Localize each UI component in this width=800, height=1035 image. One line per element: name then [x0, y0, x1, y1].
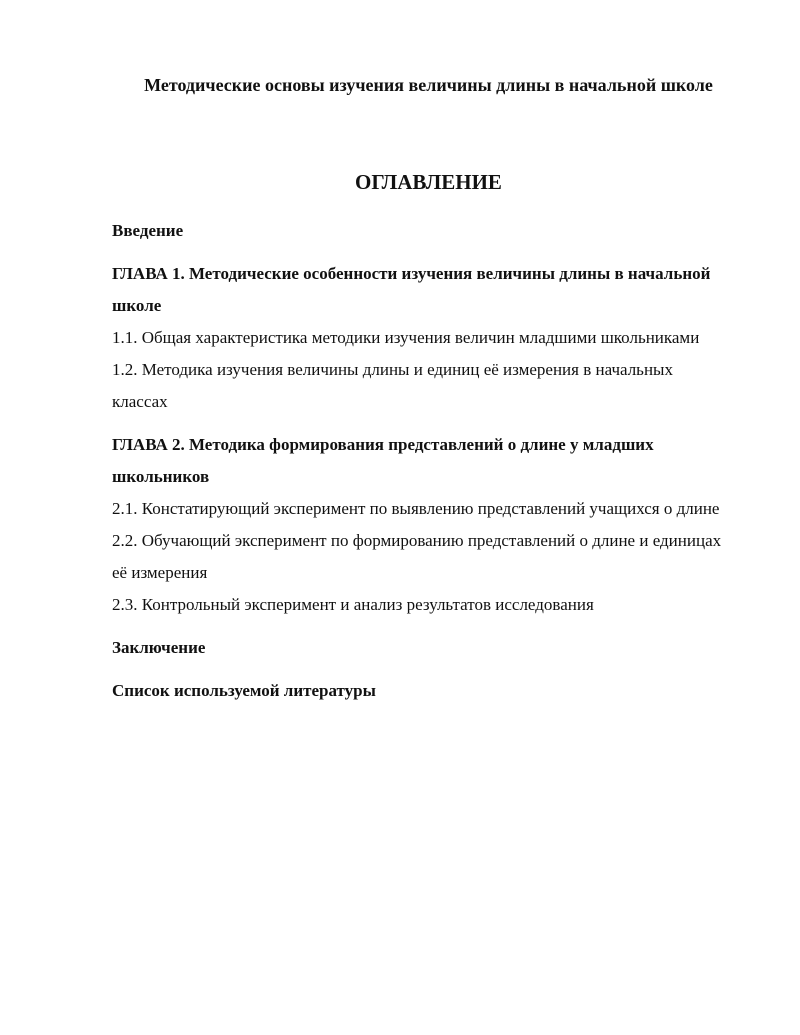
toc-entry-section-2-1: 2.1. Констатирующий эксперимент по выявлению представлений учащихся о длине — [112, 499, 720, 518]
toc-entry-bibliography: Список используемой литературы — [112, 681, 376, 700]
toc-entry-section-2-2: 2.2. Обучающий эксперимент по формированию представлений о длине и единицах её измерения — [112, 531, 722, 582]
toc-entry-introduction: Введение — [112, 221, 184, 240]
table-of-contents — [112, 215, 722, 707]
document-title: Методические основы изучения величины длины в начальной школе — [144, 75, 713, 95]
toc-entry-section-2-3: 2.3. Контрольный эксперимент и анализ результатов исследования — [112, 595, 594, 614]
toc-entry-chapter-1: ГЛАВА 1. Методические особенности изучения величины длины в начальной школе — [112, 264, 711, 315]
toc-heading: ОГЛАВЛЕНИЕ — [355, 170, 502, 194]
toc-entry-chapter-2: ГЛАВА 2. Методика формирования представлений о длине у младших школьников — [112, 435, 654, 486]
toc-entry-conclusion: Заключение — [112, 638, 206, 657]
toc-entry-section-1-2: 1.2. Методика изучения величины длины и единиц её измерения в начальных классах — [112, 360, 673, 411]
toc-entry-section-1-1: 1.1. Общая характеристика методики изучения величин младшими школьниками — [112, 328, 700, 347]
